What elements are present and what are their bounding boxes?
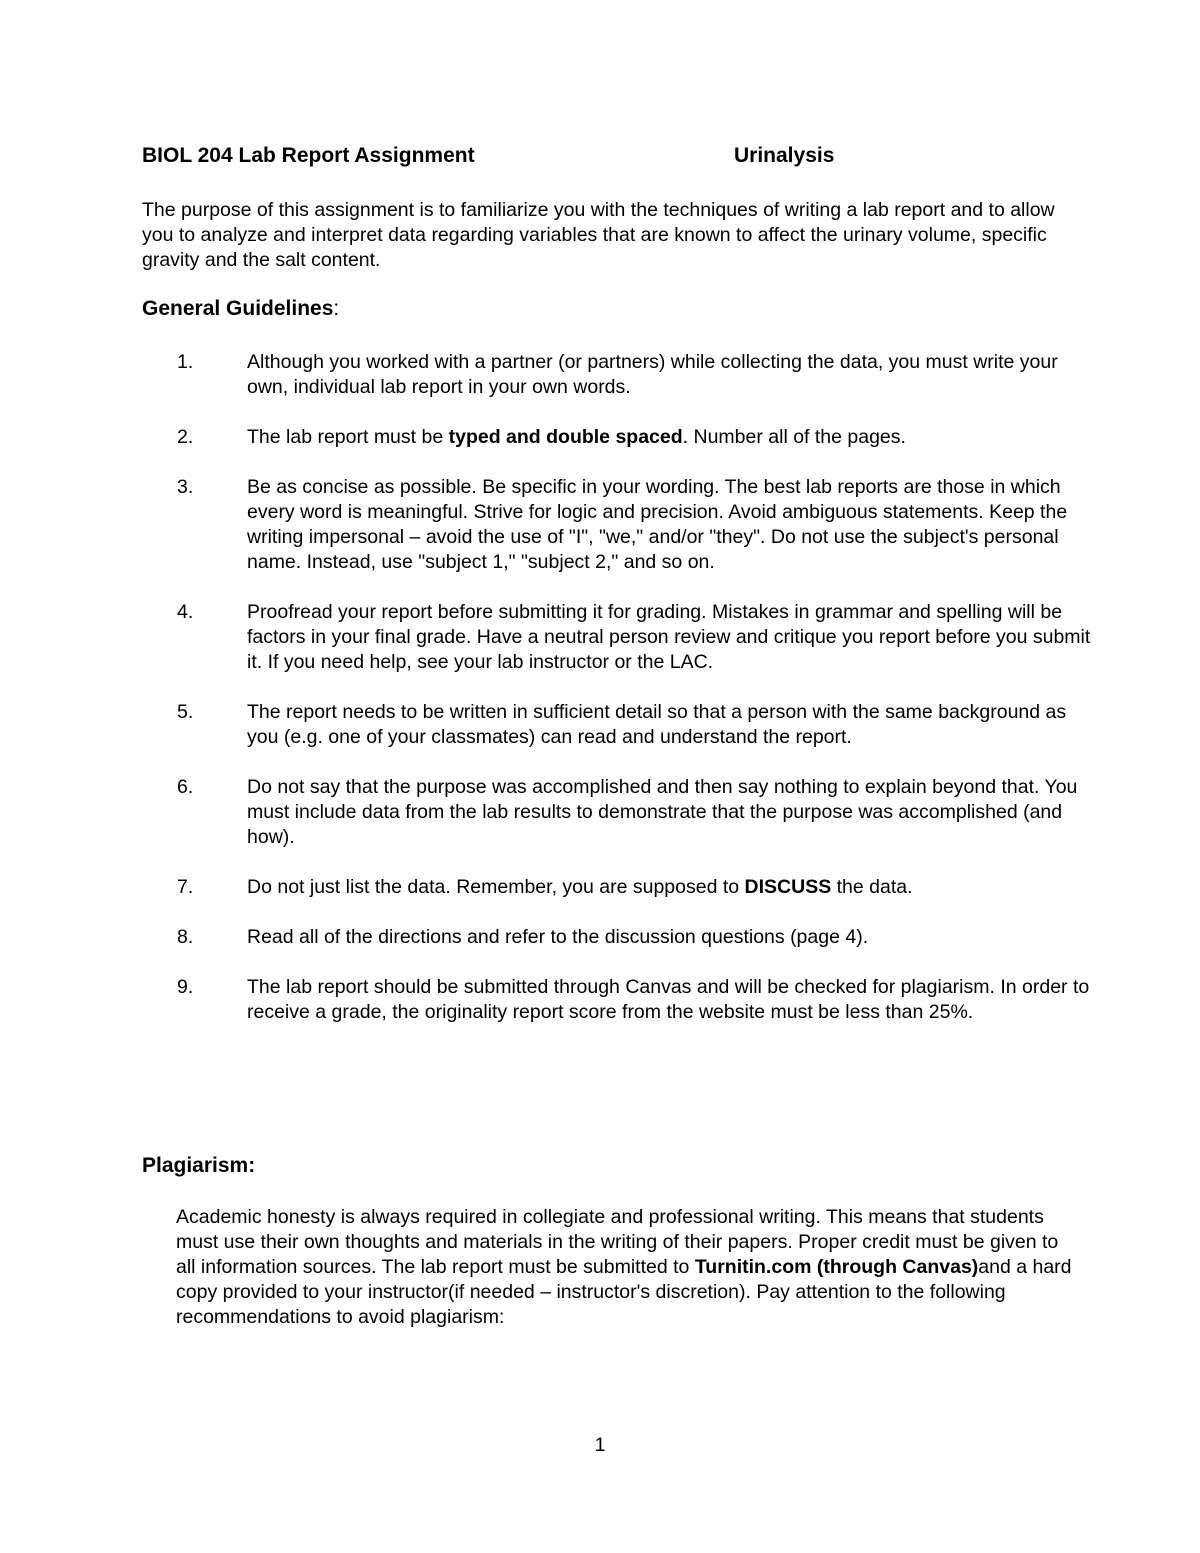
guideline-number: 3. [177, 476, 194, 498]
intro-text: The purpose of this assignment is to familiarize you with the techniques of writing a lab report and to allow you to analyze and interpret data regarding variables that are known to affect the urinary volume, specific gravity and the salt content. [142, 199, 1055, 271]
guideline-number: 2. [177, 426, 194, 448]
guideline-item-3 [142, 475, 1092, 575]
guidelines-list [142, 350, 1092, 1050]
guideline-text: Read all of the directions and refer to the discussion questions (page 4). [247, 926, 869, 948]
guideline-number: 1. [177, 351, 194, 373]
document-topic: Urinalysis [734, 144, 835, 167]
guideline-text: The report needs to be written in sufficient detail so that a person with the same background as you (e.g. one of your classmates) can read and understand the report. [247, 701, 1067, 748]
guideline-item-7 [142, 875, 1092, 900]
guideline-text-start: The lab report must be [247, 426, 449, 448]
page-number: 1 [594, 1434, 606, 1456]
guideline-emphasis: DISCUSS [744, 876, 832, 898]
plagiarism-paragraph [176, 1205, 1076, 1330]
guideline-emphasis: typed and double spaced [448, 426, 683, 448]
turnitin-emphasis: Turnitin.com (through Canvas) [694, 1256, 979, 1278]
plagiarism-text [176, 1205, 1076, 1330]
guideline-text: The lab report should be submitted through Canvas and will be checked for plagiarism. In order to receive a grade, the originality report score from the website must be less than 25%. [247, 976, 1090, 1023]
guideline-text: Be as concise as possible. Be specific in your wording. The best lab reports are those in which every word is meaningful. Strive for logic and precision. Avoid ambiguous statements. Keep the writing impersonal – avoid the use of "I", "we," and/or "they". Do not use the subject's personal name. Instead, use "subject 1," "subject 2," and so on. [247, 476, 1068, 573]
guideline-item-8 [142, 925, 1092, 950]
guideline-number: 8. [177, 926, 194, 948]
guideline-text: Do not say that the purpose was accomplished and then say nothing to explain beyond that. You must include data from the lab results to demonstrate that the purpose was accomplished (and how). [247, 776, 1078, 848]
intro-paragraph [142, 198, 1062, 273]
general-guidelines-heading-text: General Guidelines [142, 297, 334, 320]
guideline-item-1 [142, 350, 1092, 400]
guideline-item-9 [142, 975, 1092, 1025]
guideline-text-start: Do not just list the data. Remember, you are supposed to [247, 876, 745, 898]
guideline-text [247, 875, 1092, 900]
guideline-text: Although you worked with a partner (or partners) while collecting the data, you must write your own, individual lab report in your own words. [247, 351, 1058, 398]
guideline-text: Proofread your report before submitting it for grading. Mistakes in grammar and spelling will be factors in your final grade. Have a neutral person review and critique you report before you submit it. If you need help, see your lab instructor or the LAC. [247, 601, 1091, 673]
guideline-number: 4. [177, 601, 194, 623]
general-guidelines-heading [142, 296, 339, 322]
general-guidelines-heading-colon: : [333, 297, 340, 320]
document-title-row [142, 143, 835, 169]
guideline-number: 5. [177, 701, 194, 723]
plagiarism-heading: Plagiarism: [142, 1154, 256, 1177]
guideline-number: 6. [177, 776, 194, 798]
guideline-item-2 [142, 425, 1092, 450]
guideline-item-6 [142, 775, 1092, 850]
guideline-text-end: the data. [831, 876, 913, 898]
plagiarism-text-end: and a hard copy provided to your instructor(if needed – instructor's discretion). Pay attention to the following recommendations to avoid plagiarism: [176, 1256, 1072, 1328]
guideline-number: 9. [177, 976, 194, 998]
document-title: BIOL 204 Lab Report Assignment [142, 144, 475, 167]
guideline-text-end: . Number all of the pages. [682, 426, 906, 448]
guideline-item-5 [142, 700, 1092, 750]
guideline-number: 7. [177, 876, 194, 898]
guideline-item-4 [142, 600, 1092, 675]
plagiarism-text-start: Academic honesty is always required in collegiate and professional writing. This means that students must use their own thoughts and materials in the writing of their papers. Proper credit must be given to all information sources. The lab report must be submitted to [176, 1206, 1059, 1278]
guideline-text [247, 425, 1092, 450]
